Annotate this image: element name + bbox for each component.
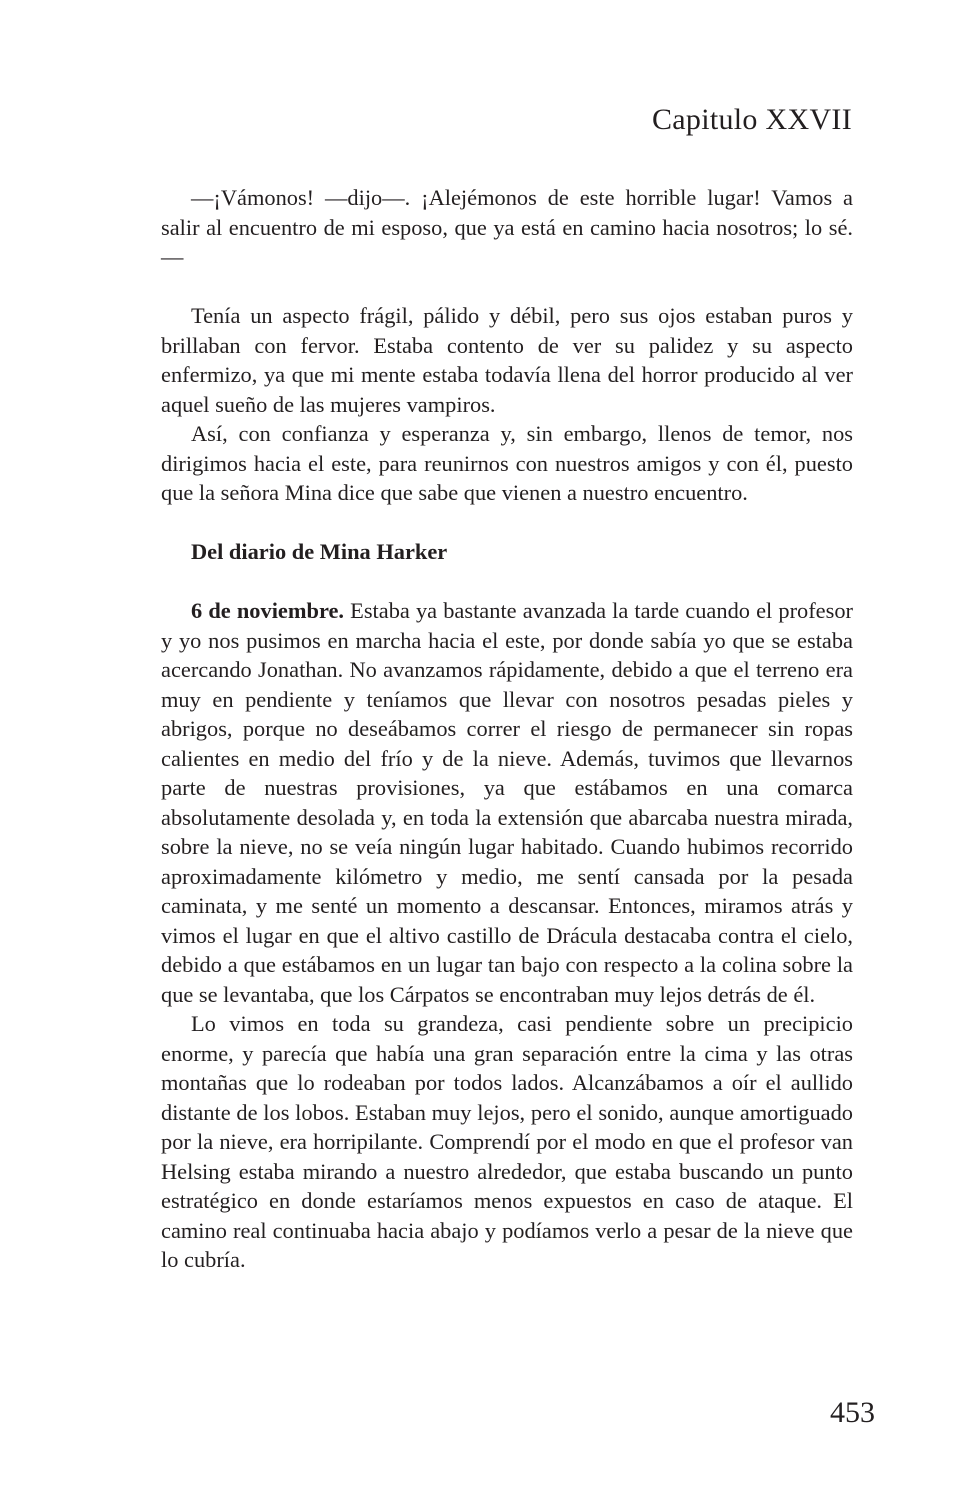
- paragraph-gap: [161, 272, 853, 302]
- paragraph-castle: Lo vimos en toda su grandeza, casi pendiente sobre un precipicio enorme, y parecía que había una gran separación entre la cima y las otras montañas que lo rodeaban por todos lados. Alcanzábamos a oír el aullido distante de los lobos. Estaban muy lejos, pero el sonido, aunque amortiguado por la nieve, era horripilante. Comprendí por el modo en que el profesor van Helsing estaba mirando a nuestro alrededor, que estaba buscando un punto estratégico en donde estaríamos menos expuestos en caso de ataque. El camino real continuaba hacia abajo y podíamos verlo a pesar de la nieve que lo cubría.: [161, 1011, 853, 1272]
- paragraph-description: Tenía un aspecto frágil, pálido y débil, pero sus ojos estaban puros y brillaban con fervor. Estaba contento de ver su palidez y su aspecto enfermizo, ya que mi mente estaba todavía llena del horror producido al ver aquel sueño de las mujeres vampiros.: [161, 303, 853, 417]
- body-text: [161, 183, 853, 1275]
- diary-date: 6 de noviembre.: [191, 598, 345, 623]
- paragraph-gap: [161, 508, 853, 538]
- paragraph-diary-entry: [161, 596, 853, 1009]
- chapter-title: Capitulo XXVII: [651, 103, 852, 136]
- diary-entry-text: Estaba ya bastante avanzada la tarde cuando el profesor y yo nos pusimos en marcha hacia el este, por donde sabía yo que se estaba acercando Jonathan. No avanzamos rápidamente, debido a que el terreno era muy en pendiente y teníamos que llevar con nosotros pesadas pieles y abrigos, porque no deseábamos correr el riesgo de permanecer sin ropas calientes en medio del frío y de la nieve. Además, tuvimos que llevarnos parte de nuestras provisiones, ya que estábamos en una comarca absolutamente desolada y, en toda la extensión que abarcaba nuestra mirada, sobre la nieve, no se veía ningún lugar habitado. Cuando hubimos recorrido aproximadamente kilómetro y medio, me sentí cansada por la pesada caminata, y me senté un momento a descansar. Entonces, miramos atrás y vimos el lugar en que el altivo castillo de Drácula destacaba contra el cielo, debido a que estábamos en un lugar tan bajo con respecto a la colina sobre la que se levantaba, que los Cárpatos se encontraban muy lejos detrás de él.: [161, 598, 853, 1007]
- page-number: 453: [830, 1396, 875, 1429]
- paragraph-dialogue: —¡Vámonos! —dijo—. ¡Alejémonos de este horrible lugar! Vamos a salir al encuentro de mi esposo, que ya está en camino hacia nosotros; lo sé.—: [161, 185, 853, 269]
- section-heading: Del diario de Mina Harker: [191, 539, 448, 564]
- paragraph-gap: [161, 567, 853, 597]
- paragraph-journey: Así, con confianza y esperanza y, sin embargo, llenos de temor, nos dirigimos hacia el este, para reunirnos con nuestros amigos y con él, puesto que la señora Mina dice que sabe que vienen a nuestro encuentro.: [161, 421, 853, 505]
